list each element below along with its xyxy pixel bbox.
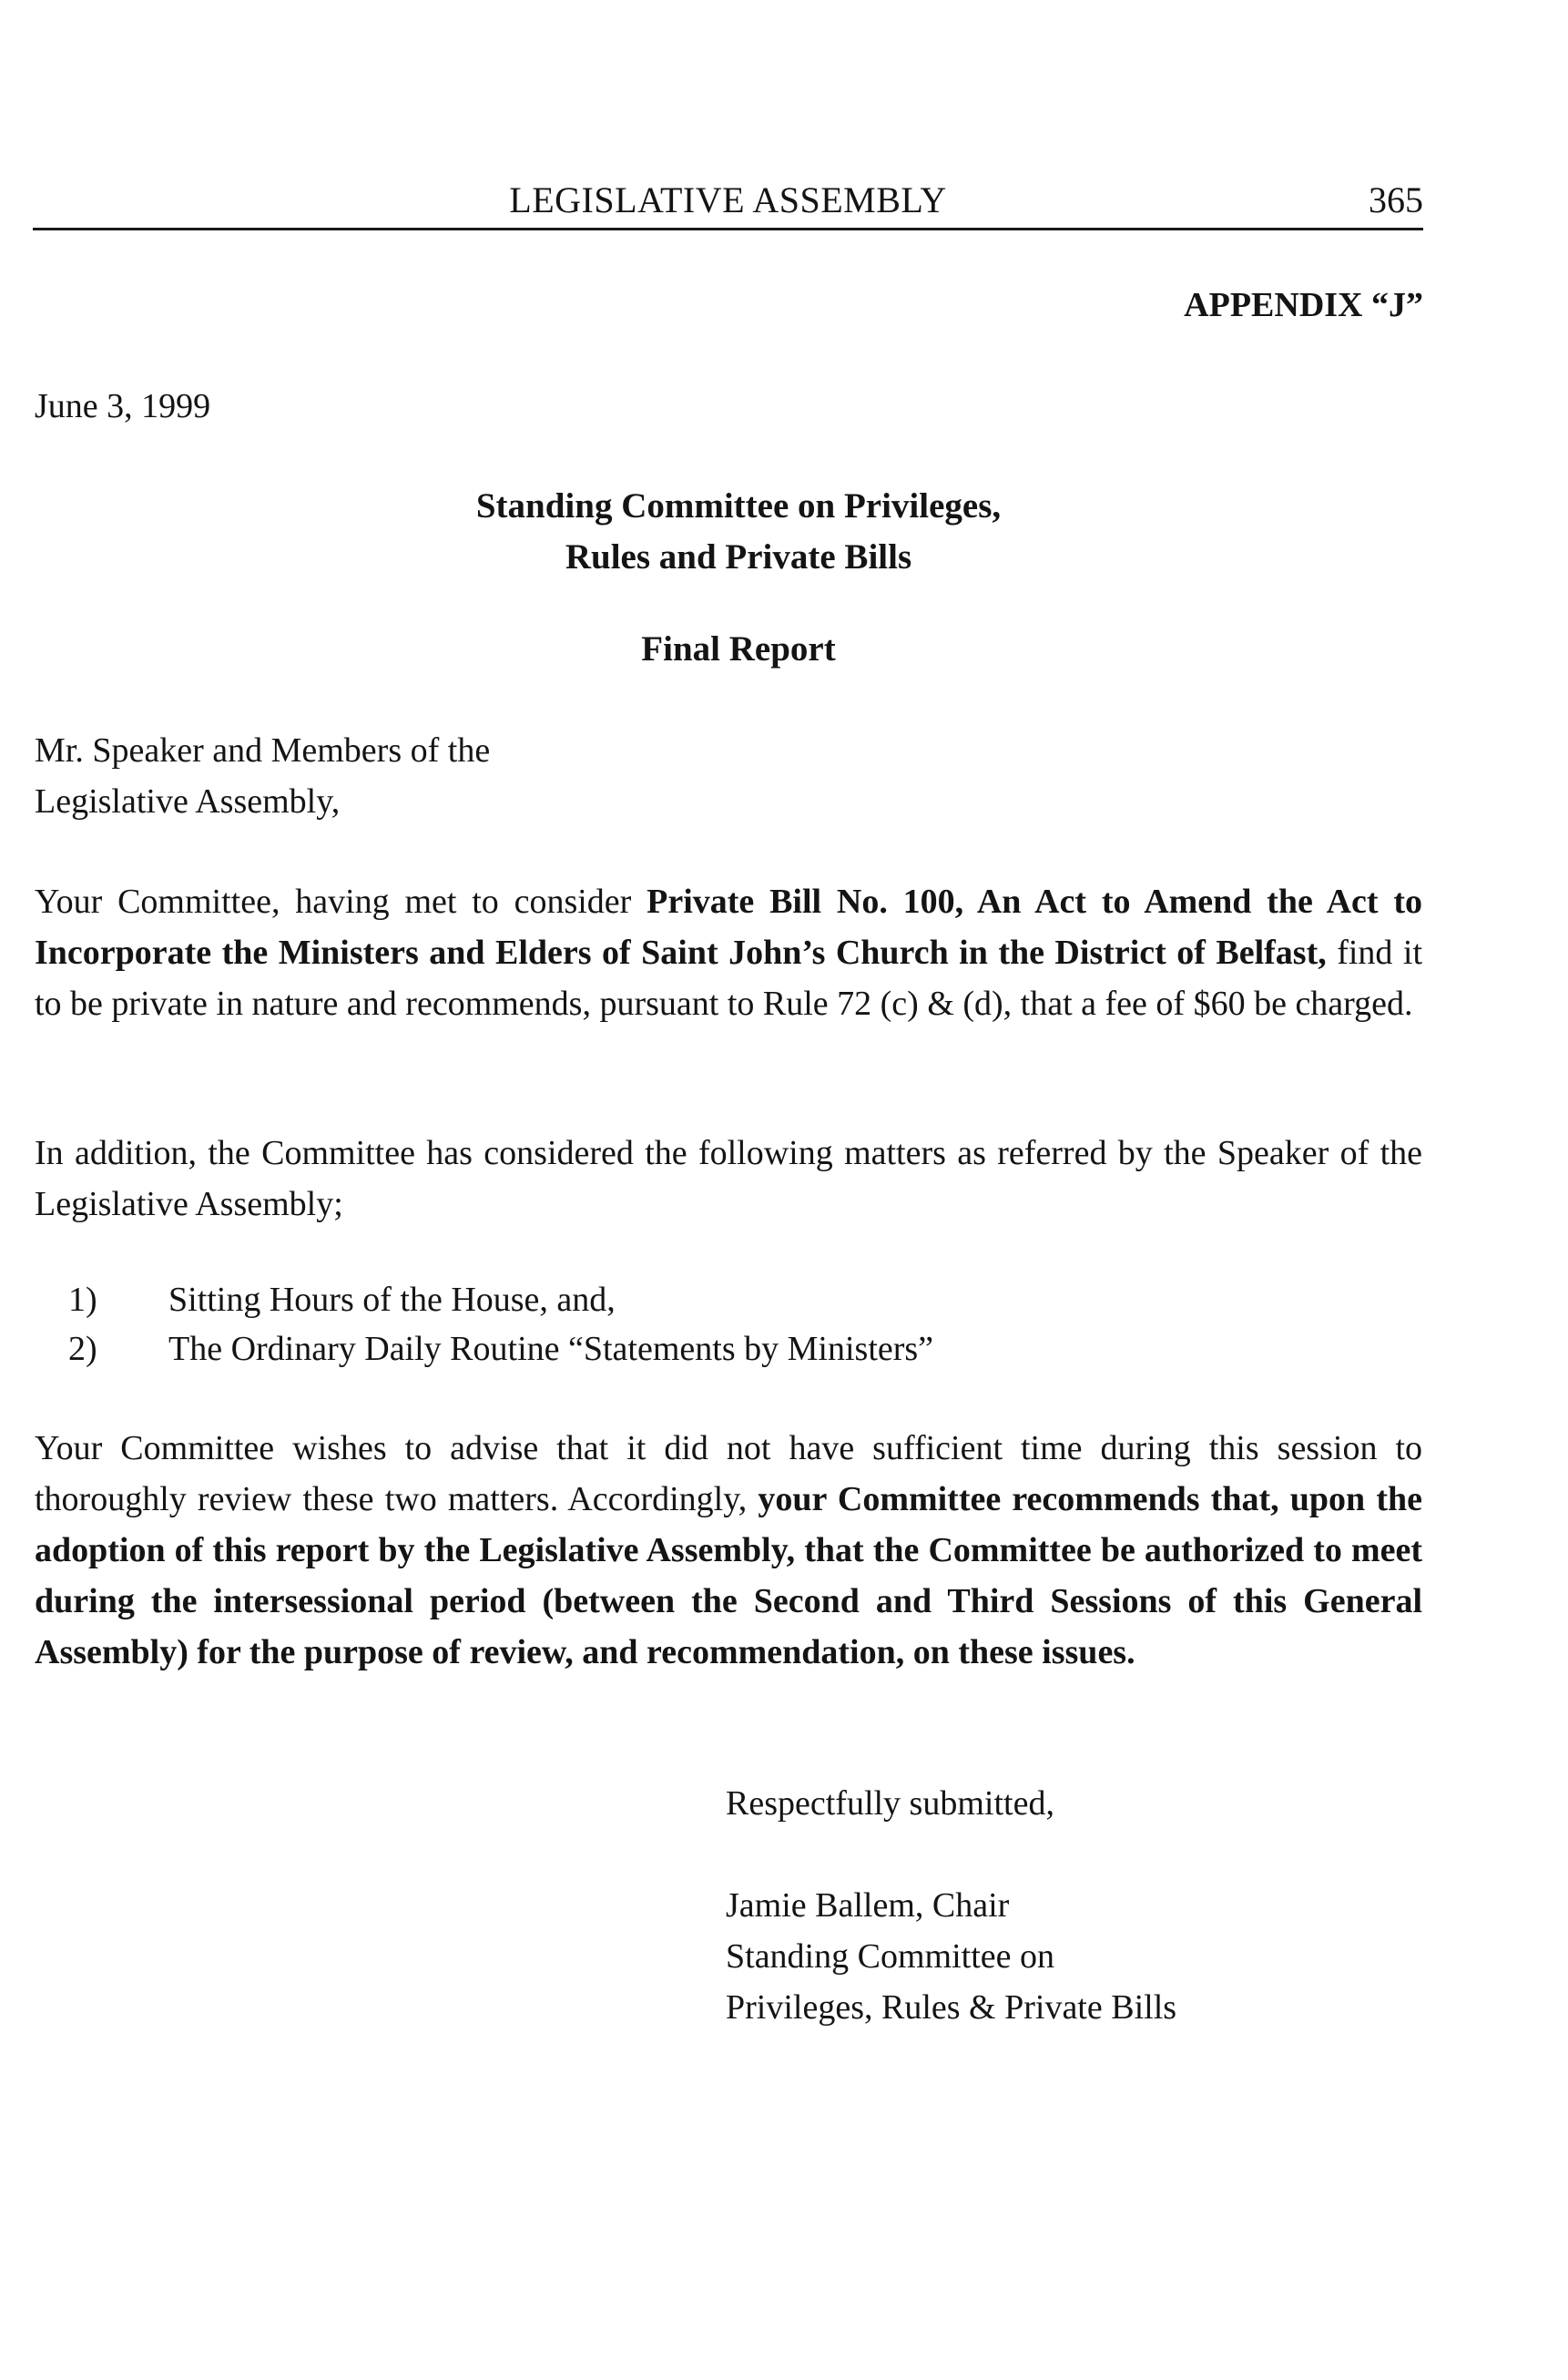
paragraph-private-bill-lead: Your Committee, having met to consider <box>35 883 647 921</box>
signature-line2: Standing Committee on <box>726 1937 1054 1976</box>
appendix-label: APPENDIX “J” <box>1184 286 1423 324</box>
salutation-line2: Legislative Assembly, <box>35 782 341 821</box>
salutation <box>35 725 490 827</box>
list-item <box>68 1324 933 1374</box>
page-number: 365 <box>1369 179 1423 220</box>
list-item-number: 1) <box>68 1281 97 1319</box>
committee-title <box>182 481 1295 583</box>
running-header <box>33 179 1423 230</box>
matters-list <box>68 1275 933 1374</box>
paragraph-private-bill-tail: find it to be private in nature and recommends, pursuant to Rule 72 (c) & (d), that a fee of $60 be charged. <box>35 934 1423 1023</box>
list-item-number: 2) <box>68 1330 97 1368</box>
committee-title-line2: Rules and Private Bills <box>565 537 912 577</box>
paragraph-private-bill <box>35 876 1422 1029</box>
list-item-text: Sitting Hours of the House, and, <box>168 1281 616 1319</box>
paragraph-recommendation <box>35 1423 1422 1678</box>
signature-block <box>726 1778 1176 2033</box>
paragraph-recommendation-lead: Your Committee wishes to advise that it did not have sufficient time during this session to thoroughly review these two matters. Accordingly, <box>35 1429 1422 1518</box>
list-item-text: The Ordinary Daily Routine “Statements by Ministers” <box>168 1330 934 1368</box>
signature-name: Jamie Ballem, Chair <box>726 1886 1010 1925</box>
signature-line3: Privileges, Rules & Private Bills <box>726 1988 1177 2027</box>
report-title: Final Report <box>641 629 836 669</box>
signature-closing: Respectfully submitted, <box>726 1784 1054 1823</box>
committee-title-line1: Standing Committee on Privileges, <box>475 486 1002 526</box>
recommendation-text: your Committee recommends that, upon the adoption of this report by the Legislative Assembly, that the Committee be authorized to meet during the intersessional period (between the Second and Third Sessions of this General Assembly) for the purpose of review, and recommendation, on these issues. <box>35 1480 1422 1671</box>
list-item <box>68 1275 933 1324</box>
running-title: LEGISLATIVE ASSEMBLY <box>509 179 947 220</box>
paragraph-referred-matters: In addition, the Committee has considered the following matters as referred by the Speaker of the Legislative Assembly; <box>35 1134 1422 1223</box>
report-date: June 3, 1999 <box>35 387 211 425</box>
salutation-line1: Mr. Speaker and Members of the <box>35 731 491 770</box>
private-bill-title: Private Bill No. 100, An Act to Amend the Act to Incorporate the Ministers and Elders of Saint John’s Church in the District of Belfast, <box>35 883 1422 972</box>
